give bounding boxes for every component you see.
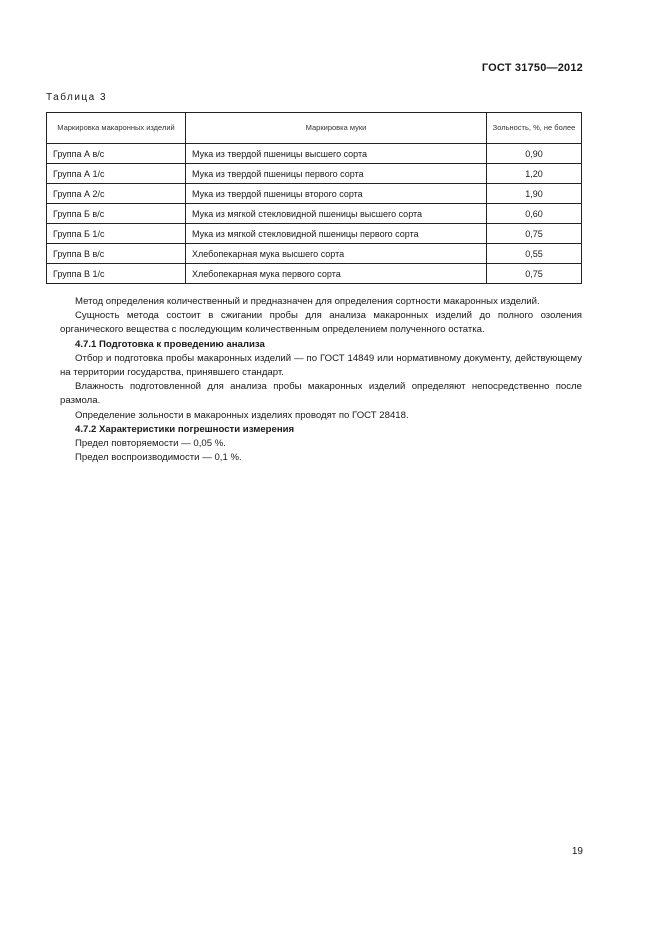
table-row	[47, 164, 582, 184]
table-row	[47, 244, 582, 264]
flour-grade-cell: Мука из твердой пшеницы первого сорта	[186, 164, 487, 184]
pasta-grade-cell: Группа Б в/с	[47, 204, 186, 224]
ash-value-cell: 0,75	[487, 264, 582, 284]
column-header: Маркировка макаронных изделий	[47, 113, 186, 144]
paragraph: Влажность подготовленной для анализа пробы макаронных изделий определяют непосредственно после размола.	[60, 381, 582, 407]
pasta-grade-cell: Группа А 1/с	[47, 164, 186, 184]
table-header-row	[47, 113, 582, 144]
section-heading: 4.7.1 Подготовка к проведению анализа	[75, 338, 265, 350]
flour-grade-cell: Мука из мягкой стекловидной пшеницы первого сорта	[186, 224, 487, 244]
paragraph: Предел воспроизводимости — 0,1 %.	[75, 452, 242, 464]
table-row	[47, 224, 582, 244]
ash-content-table	[46, 112, 582, 284]
document-header: ГОСТ 31750—2012	[481, 62, 583, 74]
table-row	[47, 204, 582, 224]
ash-value-cell: 1,90	[487, 184, 582, 204]
paragraph: Метод определения количественный и предназначен для определения сортности макаронных изделий.	[75, 296, 540, 307]
table-row	[47, 184, 582, 204]
table-row	[47, 144, 582, 164]
body-text	[60, 295, 582, 465]
column-header: Зольность, %, не более	[487, 113, 582, 144]
paragraph: Предел повторяемости — 0,05 %.	[75, 438, 226, 450]
ash-value-cell: 1,20	[487, 164, 582, 184]
pasta-grade-cell: Группа В в/с	[47, 244, 186, 264]
flour-grade-cell: Хлебопекарная мука высшего сорта	[186, 244, 487, 264]
section-heading: 4.7.2 Характеристики погрешности измерения	[75, 423, 295, 435]
ash-value-cell: 0,90	[487, 144, 582, 164]
page-number: 19	[571, 846, 583, 857]
flour-grade-cell: Мука из твердой пшеницы второго сорта	[186, 184, 487, 204]
pasta-grade-cell: Группа А в/с	[47, 144, 186, 164]
pasta-grade-cell: Группа В 1/с	[47, 264, 186, 284]
column-header: Маркировка муки	[186, 113, 487, 144]
ash-value-cell: 0,55	[487, 244, 582, 264]
pasta-grade-cell: Группа Б 1/с	[47, 224, 186, 244]
pasta-grade-cell: Группа А 2/с	[47, 184, 186, 204]
paragraph: Определение зольности в макаронных изделиях проводят по ГОСТ 28418.	[75, 409, 409, 421]
ash-value-cell: 0,75	[487, 224, 582, 244]
table-caption: Таблица 3	[46, 92, 108, 103]
paragraph: Сущность метода состоит в сжигании пробы для анализа макаронных изделий до полного озоления органического вещества с последующим количественным определением полученного остатка.	[60, 310, 582, 336]
paragraph: Отбор и подготовка пробы макаронных изделий — по ГОСТ 14849 или нормативному документу, действующему на территории государства, принявшего стандарт.	[60, 352, 582, 379]
table-row	[47, 264, 582, 284]
flour-grade-cell: Хлебопекарная мука первого сорта	[186, 264, 487, 284]
flour-grade-cell: Мука из мягкой стекловидной пшеницы высшего сорта	[186, 204, 487, 224]
ash-value-cell: 0,60	[487, 204, 582, 224]
flour-grade-cell: Мука из твердой пшеницы высшего сорта	[186, 144, 487, 164]
